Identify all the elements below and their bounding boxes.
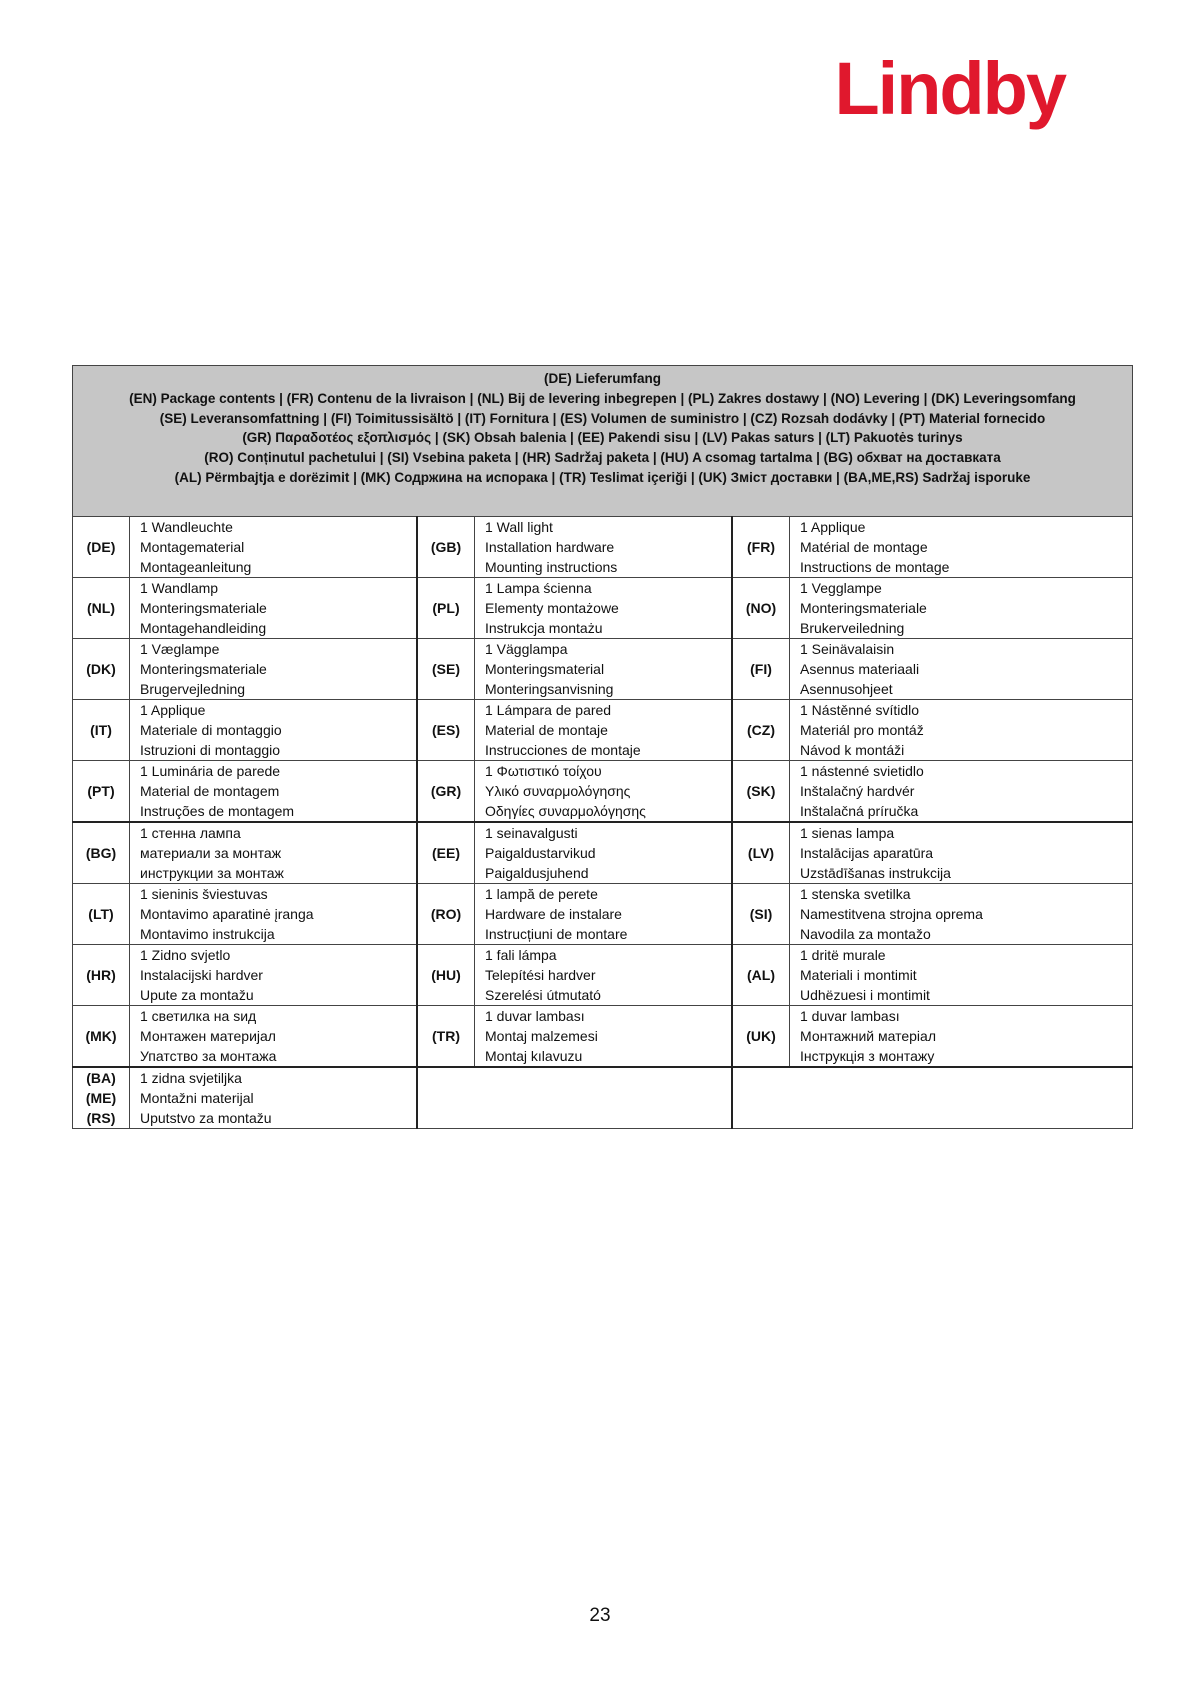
item-line: 1 lampă de perete: [485, 885, 598, 902]
item-line: Instruções de montagem: [140, 802, 295, 819]
language-items: [130, 1005, 418, 1067]
item-line: Uzstādīšanas instrukcija: [800, 864, 951, 881]
language-code: (AL): [732, 944, 790, 1005]
language-code: [73, 1067, 130, 1129]
language-items: [130, 516, 418, 577]
item-line: Paigaldusjuhend: [485, 864, 589, 881]
item-line: 1 dritë murale: [800, 946, 886, 963]
item-line: Upute za montažu: [140, 986, 254, 1003]
item-line: Uputstvo za montažu: [140, 1109, 272, 1126]
table-row: [73, 1067, 1133, 1129]
header-line: (AL) Përmbajtja e dorëzimit | (MK) Содржина на испорака | (TR) Teslimat içeriği | (UK) Зміст доставки | (BA,ME,RS) Sadržaj isporuke: [174, 469, 1031, 485]
item-line: Istruzioni di montaggio: [140, 741, 281, 758]
item-line: Mounting instructions: [485, 558, 618, 575]
table-row: [73, 1005, 1133, 1067]
item-line: Matérial de montage: [800, 538, 928, 555]
item-line: 1 Φωτιστικό τοίχου: [485, 762, 602, 779]
item-line: Asennusohjeet: [800, 680, 893, 697]
item-line: Navodila za montažo: [800, 925, 931, 942]
item-line: Material de montaje: [485, 721, 608, 738]
language-code: (FR): [732, 516, 790, 577]
language-code: (DE): [73, 516, 130, 577]
table-row: [73, 944, 1133, 1005]
language-items: [790, 638, 1133, 699]
item-line: 1 Lampa ścienna: [485, 579, 592, 596]
item-line: 1 Zidno svjetlo: [140, 946, 231, 963]
item-line: 1 fali lámpa: [485, 946, 557, 963]
item-line: 1 Applique: [800, 518, 866, 535]
language-code: (PT): [73, 760, 130, 822]
language-items: [130, 760, 418, 822]
language-code: (FI): [732, 638, 790, 699]
item-line: 1 duvar lambası: [485, 1007, 585, 1024]
language-items: [130, 822, 418, 884]
item-line: Монтажний матеріал: [800, 1027, 937, 1044]
item-line: 1 sieninis šviestuvas: [140, 885, 268, 902]
item-line: Hardware de instalare: [485, 905, 622, 922]
language-code: (ES): [417, 699, 475, 760]
language-code: (SI): [732, 883, 790, 944]
language-code: (LT): [73, 883, 130, 944]
item-line: Упатство за монтажа: [140, 1047, 277, 1064]
item-line: Montagehandleiding: [140, 619, 267, 636]
item-line: Material de montagem: [140, 782, 280, 799]
language-items: [130, 577, 418, 638]
language-items: [130, 1067, 418, 1129]
item-line: Instalacijski hardver: [140, 966, 263, 983]
language-items: [475, 699, 733, 760]
item-line: 1 duvar lambası: [800, 1007, 900, 1024]
empty-cell: [732, 1067, 1133, 1129]
language-items: [130, 944, 418, 1005]
code-line: (BA): [86, 1069, 116, 1086]
item-line: Monteringsmateriale: [140, 599, 267, 616]
item-line: 1 Wall light: [485, 518, 553, 535]
item-line: Elementy montażowe: [485, 599, 619, 616]
item-line: 1 Seinävalaisin: [800, 640, 895, 657]
language-code: (DK): [73, 638, 130, 699]
item-line: Υλικό συναρμολόγησης: [485, 782, 631, 799]
item-line: 1 zidna svjetiljka: [140, 1069, 242, 1086]
language-code: (RO): [417, 883, 475, 944]
language-code: (BG): [73, 822, 130, 884]
code-line: (ME): [85, 1089, 117, 1106]
item-line: 1 Wandlamp: [140, 579, 219, 596]
package-contents-table: [72, 365, 1133, 1129]
item-line: Οδηγίες συναρμολόγησης: [485, 802, 646, 819]
language-items: [130, 883, 418, 944]
language-code: (EE): [417, 822, 475, 884]
table-row: [73, 699, 1133, 760]
language-code: (SE): [417, 638, 475, 699]
language-items: [130, 699, 418, 760]
item-line: Montaj malzemesi: [485, 1027, 598, 1044]
item-line: Asennus materiaali: [800, 660, 920, 677]
language-rows: [73, 516, 1133, 1128]
item-line: Monteringsmaterial: [485, 660, 605, 677]
language-code: (HR): [73, 944, 130, 1005]
item-line: 1 Vägglampa: [485, 640, 568, 657]
table-header-row: [73, 366, 1133, 517]
item-line: 1 seinavalgusti: [485, 824, 578, 841]
item-line: Montagematerial: [140, 538, 245, 555]
language-items: [475, 577, 733, 638]
item-line: 1 sienas lampa: [800, 824, 895, 841]
language-code: (GR): [417, 760, 475, 822]
language-code: (NL): [73, 577, 130, 638]
item-line: 1 светилка на ѕид: [140, 1007, 257, 1024]
item-line: Instalācijas aparatūra: [800, 844, 934, 861]
language-code: (MK): [73, 1005, 130, 1067]
table-row: [73, 577, 1133, 638]
item-line: Namestitvena strojna oprema: [800, 905, 983, 922]
language-items: [790, 516, 1133, 577]
item-line: Szerelési útmutató: [485, 986, 601, 1003]
page-number: 23: [589, 1605, 611, 1626]
item-line: 1 Applique: [140, 701, 206, 718]
header-line: (DE) Lieferumfang: [543, 371, 661, 386]
item-line: Montaj kılavuzu: [485, 1047, 583, 1064]
table-row: [73, 883, 1133, 944]
language-items: [475, 1005, 733, 1067]
item-line: 1 Væglampe: [140, 640, 220, 657]
language-items: [790, 1005, 1133, 1067]
item-line: Telepítési hardver: [485, 966, 596, 983]
item-line: Inštalačná príručka: [800, 802, 919, 819]
language-items: [130, 638, 418, 699]
item-line: Montavimo aparatinė įranga: [140, 905, 314, 922]
language-items: [790, 577, 1133, 638]
table-row: [73, 516, 1133, 577]
language-code: (UK): [732, 1005, 790, 1067]
item-line: Instrucciones de montaje: [485, 741, 641, 758]
language-items: [475, 516, 733, 577]
language-items: [475, 883, 733, 944]
language-code: (GB): [417, 516, 475, 577]
item-line: Montageanleitung: [140, 558, 252, 575]
language-code: (LV): [732, 822, 790, 884]
header-line: (RO) Conținutul pachetului | (SI) Vsebina paketa | (HR) Sadržaj paketa | (HU) A csomag tartalma | (BG) обхват на доставката: [204, 450, 1001, 466]
item-line: 1 stenska svetilka: [800, 885, 911, 902]
language-code: (SK): [732, 760, 790, 822]
item-line: Brukerveiledning: [800, 619, 905, 636]
item-line: Inštalačný hardvér: [800, 782, 915, 799]
item-line: инструкции за монтаж: [140, 864, 284, 881]
language-items: [475, 638, 733, 699]
item-line: Návod k montáži: [800, 741, 905, 758]
item-line: Udhëzuesi i montimit: [800, 986, 930, 1003]
language-items: [475, 822, 733, 884]
language-items: [790, 699, 1133, 760]
item-line: Instrukcja montażu: [485, 619, 603, 636]
item-line: материали за монтаж: [140, 844, 282, 861]
package-contents-header: [73, 366, 1133, 517]
item-line: Materiali i montimit: [800, 966, 917, 983]
item-line: Brugervejledning: [140, 680, 246, 697]
item-line: 1 Luminária de parede: [140, 762, 281, 779]
item-line: 1 nástenné svietidlo: [800, 762, 924, 779]
language-code: (HU): [417, 944, 475, 1005]
table-row: [73, 638, 1133, 699]
header-line: (GR) Παραδοτέος εξοπλισμός | (SK) Obsah balenia | (EE) Pakendi sisu | (LV) Pakas saturs | (LT) Pakuotės turinys: [242, 430, 963, 446]
language-code: (NO): [732, 577, 790, 638]
header-line: (EN) Package contents | (FR) Contenu de la livraison | (NL) Bij de levering inbegrepen | (PL) Zakres dostawy | (NO) Levering | (DK) Leveringsomfang: [129, 390, 1076, 406]
item-line: Instrucțiuni de montare: [485, 925, 628, 942]
item-line: 1 Vegglampe: [800, 579, 882, 596]
item-line: Monteringsmateriale: [800, 599, 927, 616]
item-line: 1 Lámpara de pared: [485, 701, 612, 718]
language-items: [790, 883, 1133, 944]
item-line: Монтажен материјал: [140, 1027, 276, 1044]
brand-logo: Lindby: [834, 47, 1065, 130]
language-items: [475, 760, 733, 822]
header-line: (SE) Leveransomfattning | (FI) Toimitussisältö | (IT) Fornitura | (ES) Volumen de suministro | (CZ) Rozsah dodávky | (PT) Material fornecido: [159, 410, 1046, 426]
code-line: (RS): [86, 1109, 116, 1126]
item-line: 1 стенна лампа: [140, 824, 241, 841]
item-line: Materiale di montaggio: [140, 721, 282, 738]
item-line: Інструкція з монтажу: [800, 1047, 935, 1064]
empty-cell: [417, 1067, 732, 1129]
item-line: Monteringsanvisning: [485, 680, 614, 697]
table-row: [73, 760, 1133, 822]
language-items: [790, 822, 1133, 884]
language-code: (PL): [417, 577, 475, 638]
table-row: [73, 822, 1133, 884]
language-items: [790, 760, 1133, 822]
item-line: Installation hardware: [485, 538, 615, 555]
item-line: Montavimo instrukcija: [140, 925, 275, 942]
language-code: (TR): [417, 1005, 475, 1067]
item-line: Instructions de montage: [800, 558, 950, 575]
language-code: (CZ): [732, 699, 790, 760]
item-line: 1 Wandleuchte: [140, 518, 233, 535]
item-line: Montažni materijal: [140, 1089, 254, 1106]
language-code: (IT): [73, 699, 130, 760]
item-line: Monteringsmateriale: [140, 660, 267, 677]
language-items: [475, 944, 733, 1005]
item-line: Materiál pro montáž: [800, 721, 924, 738]
item-line: Paigaldustarvikud: [485, 844, 596, 861]
language-items: [790, 944, 1133, 1005]
item-line: 1 Nástěnné svítidlo: [800, 701, 920, 718]
